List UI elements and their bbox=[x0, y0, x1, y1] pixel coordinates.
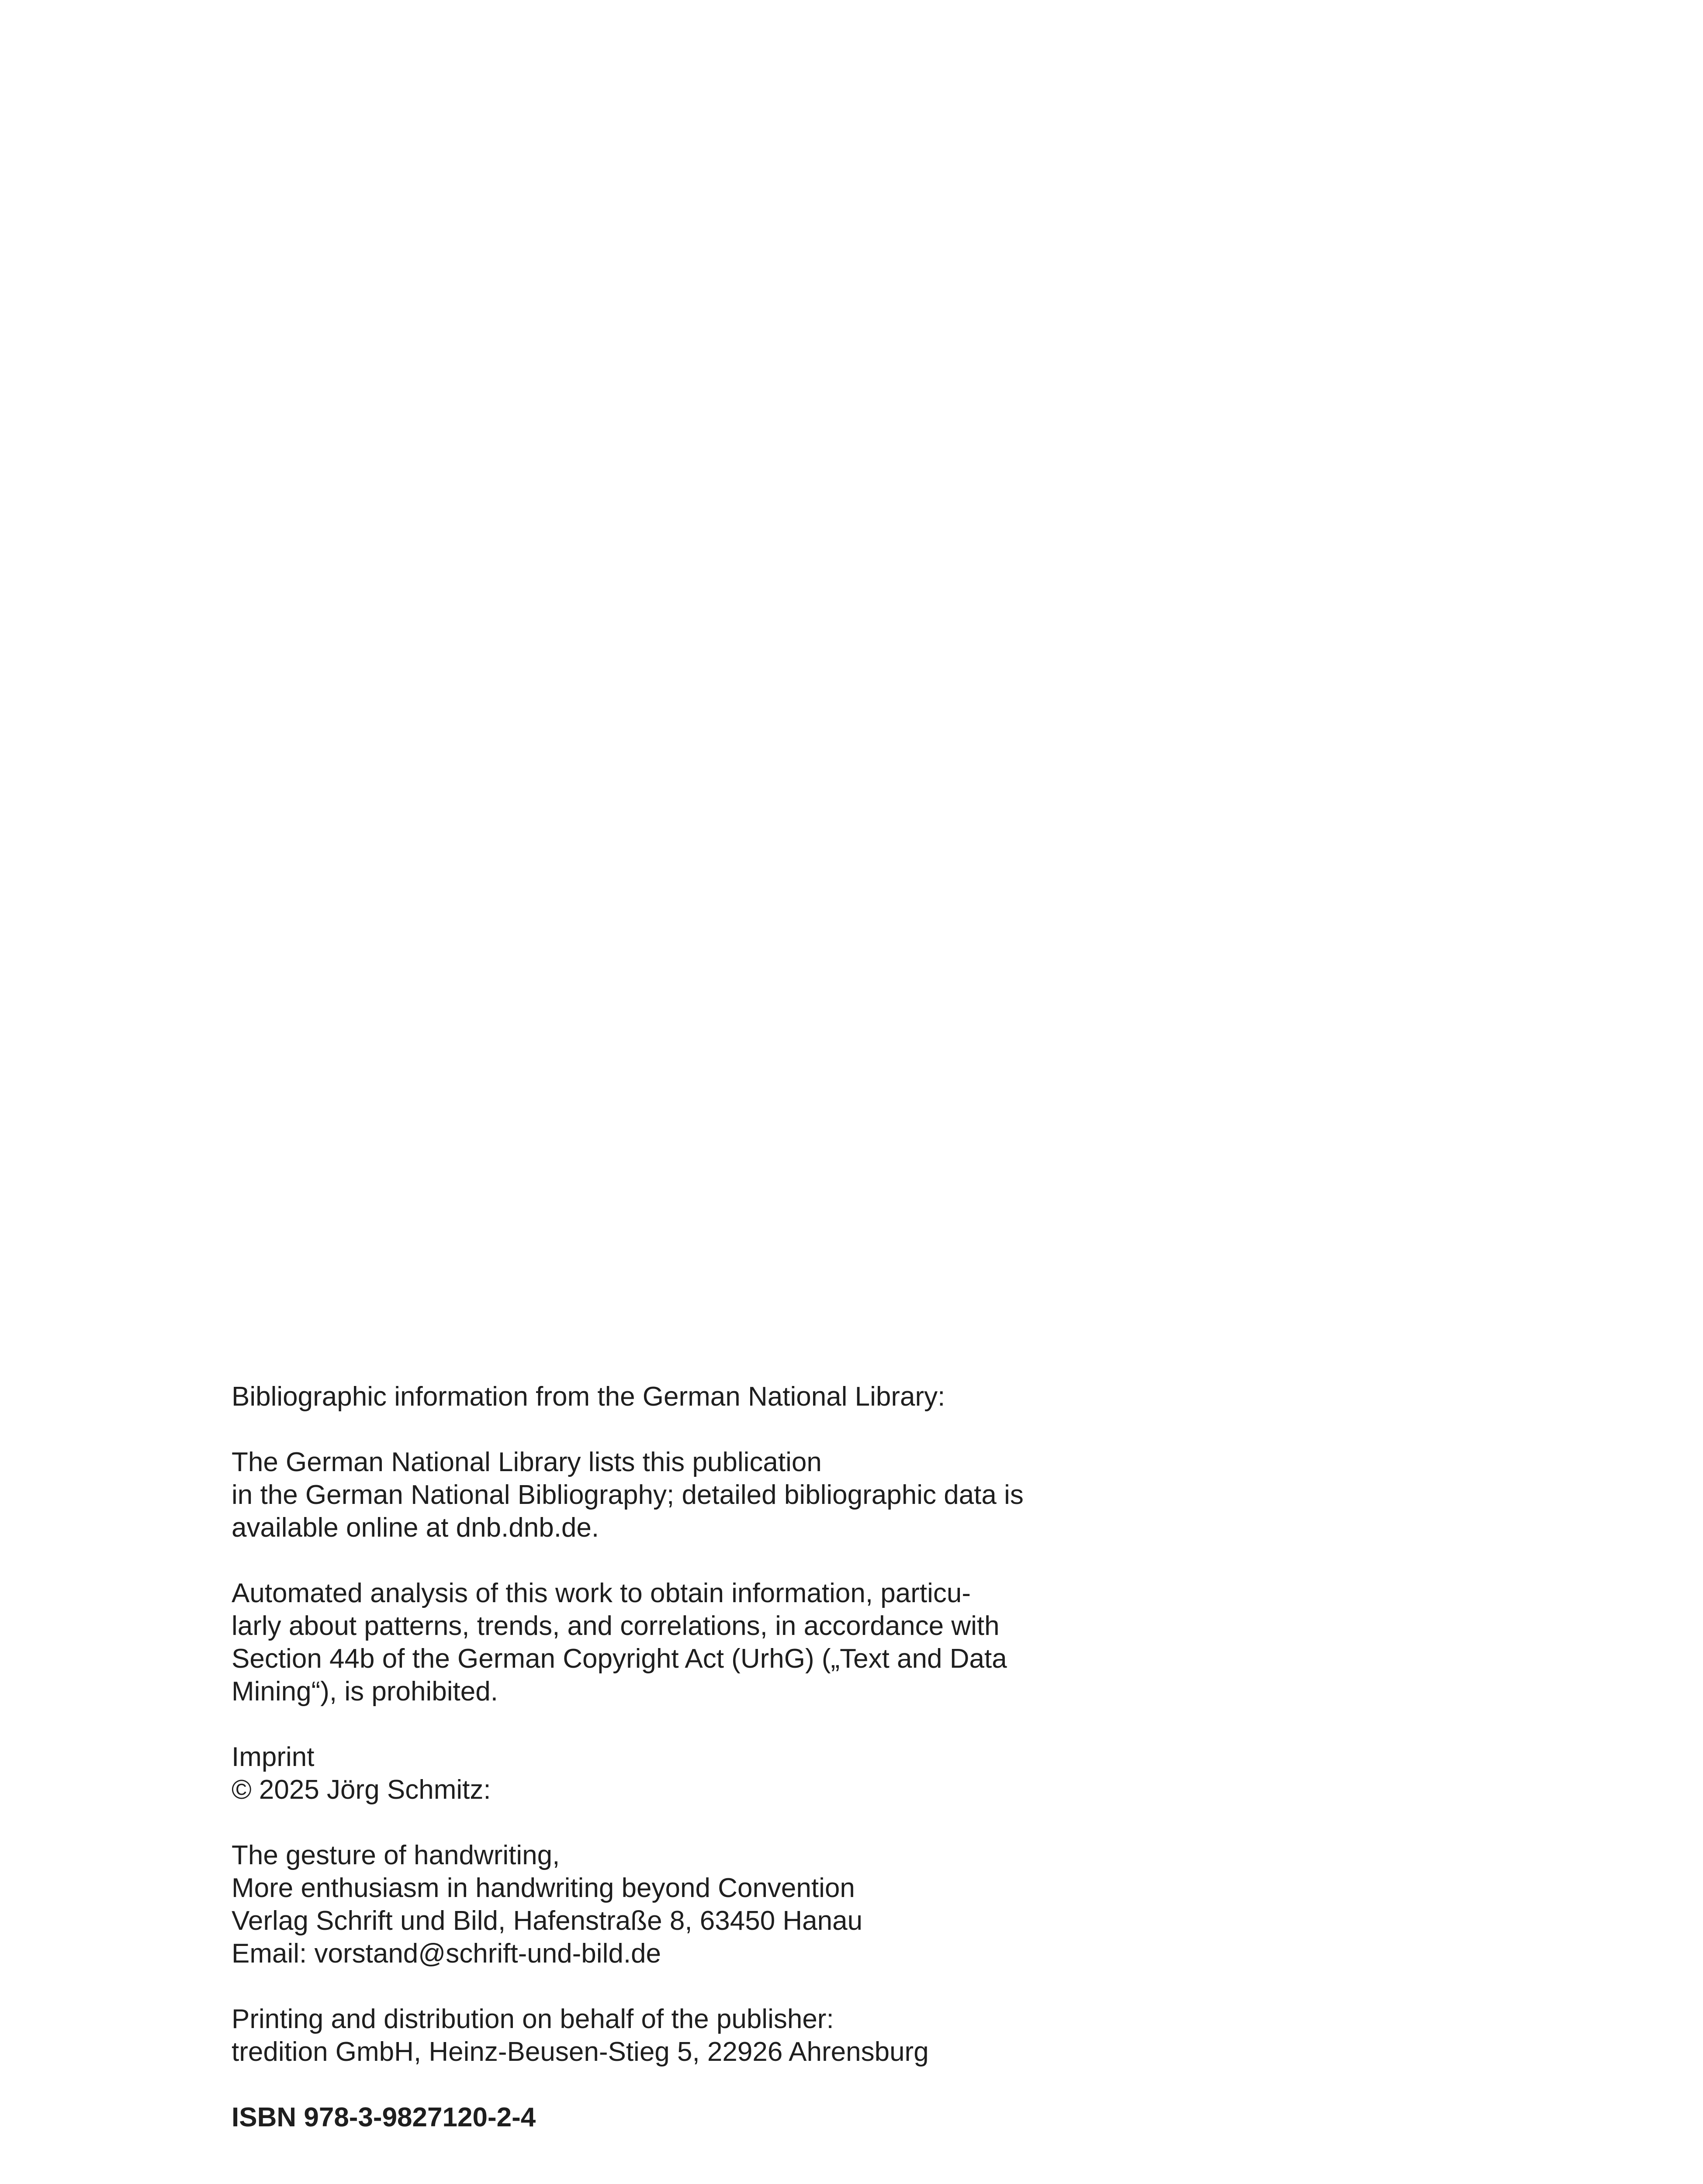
publication-details bbox=[232, 1839, 1105, 1970]
imprint-paragraph bbox=[232, 1741, 1105, 1806]
book-title: The gesture of handwriting, bbox=[232, 1840, 560, 1870]
library-listing-paragraph bbox=[232, 1446, 1105, 1544]
isbn: ISBN 978-3-9827120-2-4 bbox=[232, 2102, 536, 2132]
text-data-mining-notice bbox=[232, 1577, 1105, 1708]
tdm-notice-line: Automated analysis of this work to obtain information, particu- bbox=[232, 1578, 971, 1608]
distribution-label: Printing and distribution on behalf of the publisher: bbox=[232, 2004, 834, 2034]
imprint-label: Imprint bbox=[232, 1742, 315, 1772]
distribution-paragraph bbox=[232, 2003, 1105, 2068]
library-listing-line: The German National Library lists this publication bbox=[232, 1447, 822, 1477]
library-listing-line: in the German National Bibliography; detailed bibliographic data is bbox=[232, 1480, 1024, 1510]
tdm-notice-line: larly about patterns, trends, and correlations, in accordance with bbox=[232, 1611, 1000, 1641]
tdm-notice-line: Section 44b of the German Copyright Act (UrhG) („Text and Data bbox=[232, 1644, 1007, 1674]
book-subtitle: More enthusiasm in handwriting beyond Convention bbox=[232, 1873, 855, 1903]
publisher-address: Verlag Schrift und Bild, Hafenstraße 8, 63450 Hanau bbox=[232, 1906, 863, 1936]
distribution-address: tredition GmbH, Heinz-Beusen-Stieg 5, 22926 Ahrensburg bbox=[232, 2037, 929, 2067]
publisher-email: Email: vorstand@schrift-und-bild.de bbox=[232, 1939, 661, 1969]
tdm-notice-line: Mining“), is prohibited. bbox=[232, 1676, 498, 1707]
copyright-line: © 2025 Jörg Schmitz: bbox=[232, 1775, 491, 1805]
bibliographic-heading: Bibliographic information from the German National Library: bbox=[232, 1382, 945, 1412]
library-listing-line: available online at dnb.dnb.de. bbox=[232, 1513, 599, 1543]
imprint-block bbox=[232, 1380, 1105, 2134]
bibliographic-heading-paragraph bbox=[232, 1380, 1105, 1413]
